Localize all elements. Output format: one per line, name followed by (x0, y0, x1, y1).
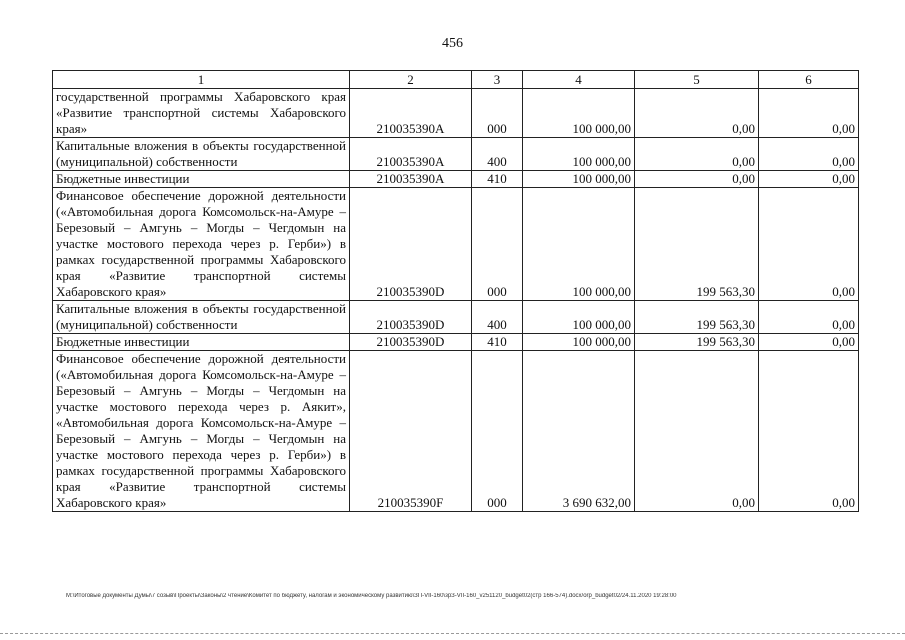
column-header: 1 (53, 71, 350, 89)
row-name: Капитальные вложения в объекты государственной (муниципальной) собственности (53, 138, 350, 171)
budget-table (52, 70, 859, 512)
row-name: Бюджетные инвестиции (53, 171, 350, 188)
page-number: 456 (442, 36, 463, 51)
row-amount-col4: 100 000,00 (523, 301, 635, 334)
row-amount-col6: 0,00 (759, 351, 859, 512)
row-amount-col4: 100 000,00 (523, 138, 635, 171)
row-amount-col4: 3 690 632,00 (523, 351, 635, 512)
row-name: Финансовое обеспечение дорожной деятельности («Автомобильная дорога Комсомольск-на-Амуре – Березовый – Амгунь – Могды – Чегдомын на участке мостового перехода через р. Герби») в рамках государственной программы Хабаровского края «Развитие транспортной системы Хабаровского края» (53, 188, 350, 301)
table-row (53, 138, 859, 171)
column-header: 4 (523, 71, 635, 89)
document-path-footer: M:\Итоговые документы Думы\7 созыв\Проекты\Законы\2 чтение\Комитет по бюджету, налогам и экономическому развитию\ЗП-VII-160\зрЗ-VII-160_v251120_budget02(стр 166-574).docx/orp_budget02/24.11.2020 19:28:00 (66, 593, 677, 599)
row-amount-col6: 0,00 (759, 188, 859, 301)
row-amount-col6: 0,00 (759, 301, 859, 334)
table-row (53, 188, 859, 301)
table-header-row (53, 71, 859, 89)
row-amount-col4: 100 000,00 (523, 188, 635, 301)
row-amount-col5: 199 563,30 (635, 301, 759, 334)
row-amount-col6: 0,00 (759, 171, 859, 188)
column-header: 2 (350, 71, 472, 89)
row-amount-col6: 0,00 (759, 138, 859, 171)
row-code: 210035390A (350, 89, 472, 138)
row-expense-type: 400 (472, 138, 523, 171)
row-expense-type: 000 (472, 351, 523, 512)
column-header: 6 (759, 71, 859, 89)
row-code: 210035390A (350, 138, 472, 171)
page-edge-divider (0, 633, 905, 635)
row-code: 210035390A (350, 171, 472, 188)
row-expense-type: 410 (472, 171, 523, 188)
row-name: Капитальные вложения в объекты государственной (муниципальной) собственности (53, 301, 350, 334)
column-header: 5 (635, 71, 759, 89)
row-amount-col5: 0,00 (635, 138, 759, 171)
row-amount-col5: 0,00 (635, 171, 759, 188)
row-amount-col5: 0,00 (635, 351, 759, 512)
row-expense-type: 000 (472, 188, 523, 301)
row-expense-type: 400 (472, 301, 523, 334)
row-amount-col4: 100 000,00 (523, 89, 635, 138)
row-name: Бюджетные инвестиции (53, 334, 350, 351)
row-amount-col4: 100 000,00 (523, 171, 635, 188)
row-amount-col5: 199 563,30 (635, 188, 759, 301)
table-row (53, 171, 859, 188)
table-row (53, 301, 859, 334)
row-code: 210035390D (350, 301, 472, 334)
table-row (53, 351, 859, 512)
row-amount-col6: 0,00 (759, 334, 859, 351)
row-amount-col5: 199 563,30 (635, 334, 759, 351)
row-name: государственной программы Хабаровского края «Развитие транспортной системы Хабаровского края» (53, 89, 350, 138)
row-amount-col5: 0,00 (635, 89, 759, 138)
row-amount-col6: 0,00 (759, 89, 859, 138)
table-row (53, 89, 859, 138)
row-code: 210035390D (350, 334, 472, 351)
row-expense-type: 000 (472, 89, 523, 138)
row-amount-col4: 100 000,00 (523, 334, 635, 351)
table-row (53, 334, 859, 351)
column-header: 3 (472, 71, 523, 89)
row-name: Финансовое обеспечение дорожной деятельности («Автомобильная дорога Комсомольск-на-Амуре – Березовый – Амгунь – Могды – Чегдомын на участке мостового перехода через р. Аякит», «Автомобильная дорога Комсомольск-на-Амуре – Березовый – Амгунь – Могды – Чегдомын на участке мостового перехода через р. Герби») в рамках государственной программы Хабаровского края «Развитие транспортной системы Хабаровского края» (53, 351, 350, 512)
row-expense-type: 410 (472, 334, 523, 351)
row-code: 210035390F (350, 351, 472, 512)
row-code: 210035390D (350, 188, 472, 301)
